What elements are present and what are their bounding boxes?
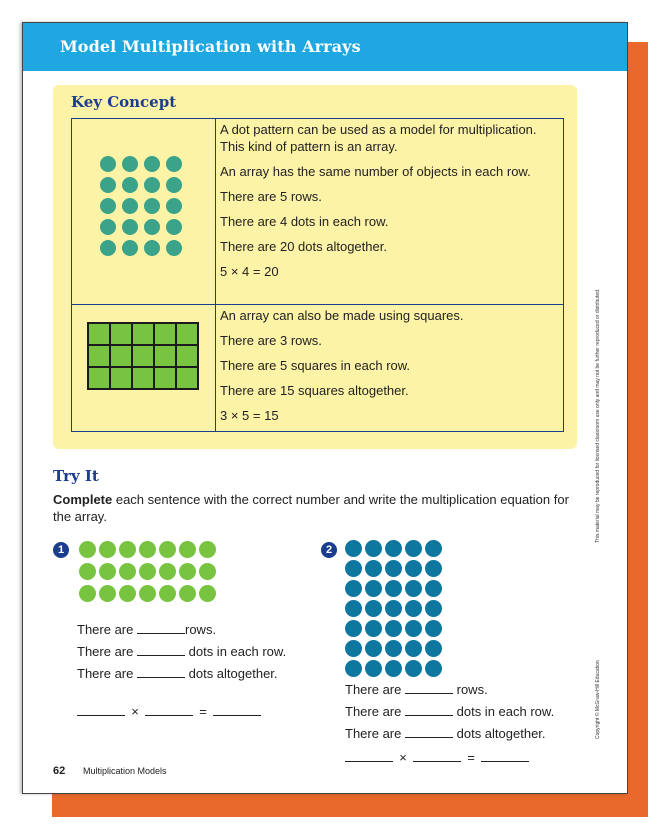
array-dot <box>345 640 362 657</box>
array-dot <box>199 541 216 558</box>
array-dot <box>345 600 362 617</box>
array-dot <box>425 580 442 597</box>
array-dot <box>405 640 422 657</box>
array-dot <box>345 540 362 557</box>
key-concept-box <box>53 85 577 449</box>
problem-2-rows-blank[interactable] <box>405 681 453 694</box>
sentence-text: There are <box>77 644 134 659</box>
problem-2-each-blank[interactable] <box>405 703 453 716</box>
sentence-text: dots in each row. <box>188 644 287 659</box>
concept-text: An array has the same number of objects in each row. <box>220 164 531 179</box>
problem-1-total-blank[interactable] <box>137 665 185 678</box>
array-square <box>133 346 153 366</box>
array-dot <box>179 563 196 580</box>
array-dot <box>144 198 160 214</box>
array-dot <box>385 540 402 557</box>
concept-text: There are 5 rows. <box>220 189 322 204</box>
problem-1-total-sentence <box>77 665 278 682</box>
square-array-text-cell <box>216 305 564 432</box>
array-dot <box>100 177 116 193</box>
problem-2-equation <box>345 749 529 765</box>
sentence-text: dots altogether. <box>188 666 278 681</box>
problem-1-product-blank[interactable] <box>213 703 261 716</box>
array-dot <box>345 660 362 677</box>
concept-text: There are 3 rows. <box>220 333 322 348</box>
array-dot <box>365 640 382 657</box>
array-square <box>89 368 109 388</box>
array-dot <box>425 660 442 677</box>
page-title: Model Multiplication with Arrays <box>60 37 361 56</box>
array-square <box>177 368 197 388</box>
array-dot <box>405 620 422 637</box>
array-dot <box>79 585 96 602</box>
array-dot <box>199 585 216 602</box>
array-dot <box>139 541 156 558</box>
array-square <box>155 324 175 344</box>
page-number: 62 <box>53 765 66 777</box>
problem-1-rows-sentence <box>77 621 216 638</box>
problem-2-each-sentence <box>345 703 554 720</box>
concept-text: There are 5 squares in each row. <box>220 358 411 373</box>
concept-equation: 3 × 5 = 15 <box>220 408 279 423</box>
problem-2-rows-sentence <box>345 681 488 698</box>
workbook-page <box>22 22 628 794</box>
dot-array-cell <box>72 119 216 305</box>
array-square <box>89 324 109 344</box>
array-dot <box>159 563 176 580</box>
array-dot <box>122 240 138 256</box>
page-header <box>23 23 627 71</box>
array-dot <box>365 660 382 677</box>
array-dot <box>166 156 182 172</box>
sentence-text: dots in each row. <box>456 704 555 719</box>
array-dot <box>385 640 402 657</box>
problem-1-dot-array <box>79 541 216 602</box>
concept-text: There are 20 dots altogether. <box>220 239 387 254</box>
instruction-text: each sentence with the correct number and write the multiplication equation for the array. <box>53 492 569 524</box>
array-dot <box>425 560 442 577</box>
array-dot <box>179 585 196 602</box>
array-dot <box>122 219 138 235</box>
array-dot <box>365 580 382 597</box>
array-dot <box>79 563 96 580</box>
array-square <box>133 324 153 344</box>
key-concept-table <box>71 118 564 432</box>
array-square <box>155 368 175 388</box>
concept-text: There are 4 dots in each row. <box>220 214 389 229</box>
try-it-instruction <box>53 491 583 525</box>
sentence-text: There are <box>345 682 402 697</box>
array-dot <box>100 240 116 256</box>
legal-note: This material may be reproduced for licensed classroom use only and may not be further reproduced or distributed. <box>595 288 601 543</box>
times-sign: × <box>399 750 407 765</box>
concept-row-squares <box>72 305 564 432</box>
problem-2-product-blank[interactable] <box>481 749 529 762</box>
problem-1-equation <box>77 703 261 719</box>
array-dot <box>405 580 422 597</box>
array-dot <box>365 620 382 637</box>
problem-2-factor-1-blank[interactable] <box>345 749 393 762</box>
array-dot <box>405 540 422 557</box>
sentence-text: rows. <box>185 622 217 637</box>
array-dot <box>100 198 116 214</box>
problem-1-each-blank[interactable] <box>137 643 185 656</box>
array-square <box>177 346 197 366</box>
concept-text: There are 15 squares altogether. <box>220 383 409 398</box>
concept-text: An array can also be made using squares. <box>220 308 464 323</box>
array-dot <box>385 660 402 677</box>
array-dot <box>144 177 160 193</box>
array-dot <box>425 540 442 557</box>
array-dot <box>365 600 382 617</box>
try-it-title: Try It <box>53 467 99 485</box>
dot-array-5x4 <box>100 156 182 256</box>
problem-1-rows-blank[interactable] <box>137 621 185 634</box>
array-dot <box>405 560 422 577</box>
times-sign: × <box>131 704 139 719</box>
array-dot <box>144 219 160 235</box>
array-square <box>111 346 131 366</box>
sentence-text: dots altogether. <box>456 726 546 741</box>
array-dot <box>345 560 362 577</box>
array-dot <box>425 600 442 617</box>
sentence-text: There are <box>345 704 402 719</box>
problem-2-badge: 2 <box>321 542 337 558</box>
array-dot <box>199 563 216 580</box>
problem-1-factor-1-blank[interactable] <box>77 703 125 716</box>
array-dot <box>139 563 156 580</box>
sentence-text: rows. <box>456 682 488 697</box>
sentence-text: There are <box>77 666 134 681</box>
square-array-cell <box>72 305 216 432</box>
array-dot <box>119 541 136 558</box>
array-dot <box>159 585 176 602</box>
array-dot <box>100 219 116 235</box>
array-square <box>177 324 197 344</box>
array-square <box>155 346 175 366</box>
array-dot <box>159 541 176 558</box>
problem-2-total-sentence <box>345 725 546 742</box>
array-dot <box>144 240 160 256</box>
array-dot <box>166 219 182 235</box>
concept-equation: 5 × 4 = 20 <box>220 264 279 279</box>
array-dot <box>405 660 422 677</box>
problem-2-factor-2-blank[interactable] <box>413 749 461 762</box>
problem-1-each-sentence <box>77 643 286 660</box>
concept-row-dots <box>72 119 564 305</box>
equals-sign: = <box>199 704 207 719</box>
array-dot <box>119 563 136 580</box>
array-dot <box>122 156 138 172</box>
dot-array-text-cell <box>216 119 564 305</box>
array-dot <box>100 156 116 172</box>
sentence-text: There are <box>77 622 134 637</box>
array-dot <box>365 560 382 577</box>
array-dot <box>99 563 116 580</box>
array-dot <box>139 585 156 602</box>
equals-sign: = <box>467 750 475 765</box>
array-dot <box>345 580 362 597</box>
problem-2-total-blank[interactable] <box>405 725 453 738</box>
footer-section: Multiplication Models <box>83 766 167 776</box>
array-dot <box>166 240 182 256</box>
array-dot <box>345 620 362 637</box>
array-dot <box>365 540 382 557</box>
array-dot <box>385 600 402 617</box>
problem-1-factor-2-blank[interactable] <box>145 703 193 716</box>
array-dot <box>166 198 182 214</box>
array-square <box>111 368 131 388</box>
array-dot <box>179 541 196 558</box>
array-square <box>111 324 131 344</box>
sentence-text: There are <box>345 726 402 741</box>
array-dot <box>122 177 138 193</box>
problem-2-dot-array <box>345 540 442 677</box>
array-dot <box>385 620 402 637</box>
array-dot <box>425 640 442 657</box>
array-dot <box>385 580 402 597</box>
key-concept-title: Key Concept <box>71 93 177 111</box>
array-square <box>133 368 153 388</box>
concept-text: A dot pattern can be used as a model for multiplication. This kind of pattern is an array. <box>220 122 537 154</box>
array-dot <box>405 600 422 617</box>
array-dot <box>385 560 402 577</box>
instruction-bold: Complete <box>53 492 113 507</box>
array-square <box>89 346 109 366</box>
array-dot <box>425 620 442 637</box>
array-dot <box>122 198 138 214</box>
array-dot <box>166 177 182 193</box>
square-array-3x5 <box>87 322 199 390</box>
problem-1-badge: 1 <box>53 542 69 558</box>
array-dot <box>119 585 136 602</box>
array-dot <box>99 585 116 602</box>
array-dot <box>144 156 160 172</box>
copyright-note: Copyright © McGraw-Hill Education <box>595 660 601 739</box>
array-dot <box>79 541 96 558</box>
array-dot <box>99 541 116 558</box>
